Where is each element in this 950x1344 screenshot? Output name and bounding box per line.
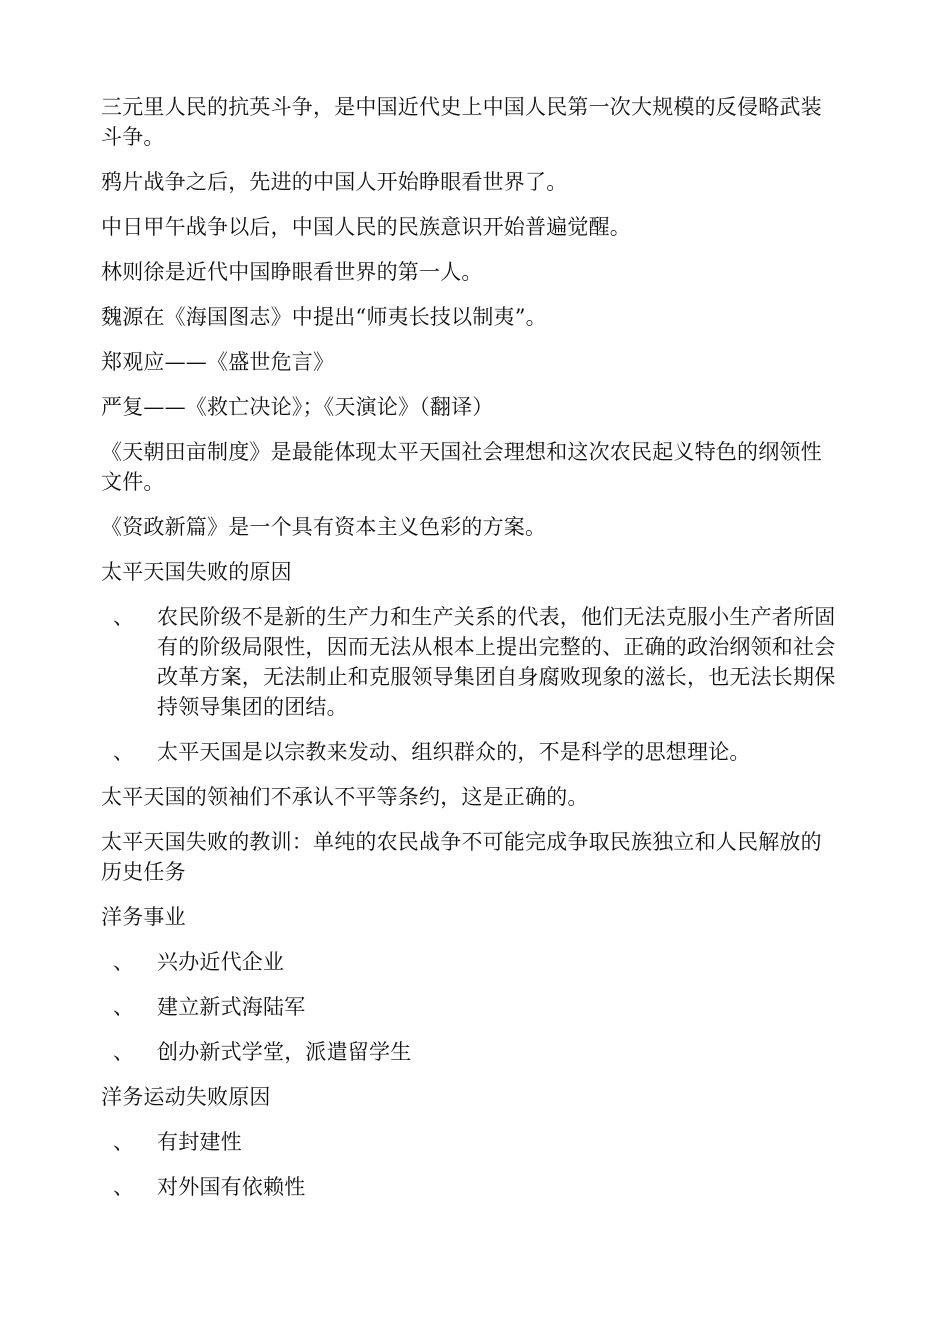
paragraph: 三元里人民的抗英斗争，是中国近代史上中国人民第一次大规模的反侵略武装斗争。 xyxy=(101,95,822,149)
paragraph: 《天朝田亩制度》是最能体现太平天国社会理想和这次农民起义特色的纲领性文件。 xyxy=(101,440,822,494)
list-bullet: 、 xyxy=(113,1175,135,1199)
paragraph: 林则徐是近代中国睁眼看世界的第一人。 xyxy=(101,260,483,284)
list-bullet: 、 xyxy=(113,1040,135,1064)
paragraph: 太平天国的领袖们不承认不平等条约，这是正确的。 xyxy=(101,785,589,809)
list-bullet: 、 xyxy=(113,995,135,1019)
list-bullet: 、 xyxy=(113,605,135,629)
list-item-text: 农民阶级不是新的生产力和生产关系的代表，他们无法克服小生产者所固有的阶级局限性，因而无法从根本上提出完整的、正确的政治纲领和社会改革方案，无法制止和克服领导集团自身腐败现象的滋长，也无法长期保持领导集团的团结。 xyxy=(157,605,836,719)
list-item xyxy=(101,1127,841,1157)
list-bullet: 、 xyxy=(113,740,135,764)
list-item xyxy=(101,1172,841,1202)
paragraph: 郑观应——《盛世危言》 xyxy=(101,350,335,374)
paragraph: 《资政新篇》是一个具有资本主义色彩的方案。 xyxy=(101,515,547,539)
list-item-text: 对外国有依赖性 xyxy=(157,1175,306,1199)
list-bullet: 、 xyxy=(113,950,135,974)
paragraph: 中日甲午战争以后，中国人民的民族意识开始普遍觉醒。 xyxy=(101,215,631,239)
list-item xyxy=(101,992,841,1022)
list-bullet: 、 xyxy=(113,1130,135,1154)
section-heading-westernization: 洋务事业 xyxy=(101,905,186,929)
list-item xyxy=(101,947,841,977)
section-heading-taiping-failure: 太平天国失败的原因 xyxy=(101,560,292,584)
paragraph: 魏源在《海国图志》中提出“师夷长技以制夷”。 xyxy=(101,305,547,329)
list-item xyxy=(101,602,841,722)
paragraph: 严复——《救亡决论》；《天演论》（翻译） xyxy=(101,395,494,419)
list-item-text: 有封建性 xyxy=(157,1130,242,1154)
paragraph: 鸦片战争之后，先进的中国人开始睁眼看世界了。 xyxy=(101,170,568,194)
section-heading-westernization-failure: 洋务运动失败原因 xyxy=(101,1085,271,1109)
document-body xyxy=(101,92,841,1217)
list-item-text: 兴办近代企业 xyxy=(157,950,285,974)
list-item-text: 太平天国是以宗教来发动、组织群众的，不是科学的思想理论。 xyxy=(157,740,751,764)
list-item-text: 建立新式海陆军 xyxy=(157,995,306,1019)
list-item-text: 创办新式学堂，派遣留学生 xyxy=(157,1040,412,1064)
paragraph: 太平天国失败的教训：单纯的农民战争不可能完成争取民族独立和人民解放的历史任务 xyxy=(101,830,822,884)
list-item xyxy=(101,1037,841,1067)
list-item xyxy=(101,737,841,767)
